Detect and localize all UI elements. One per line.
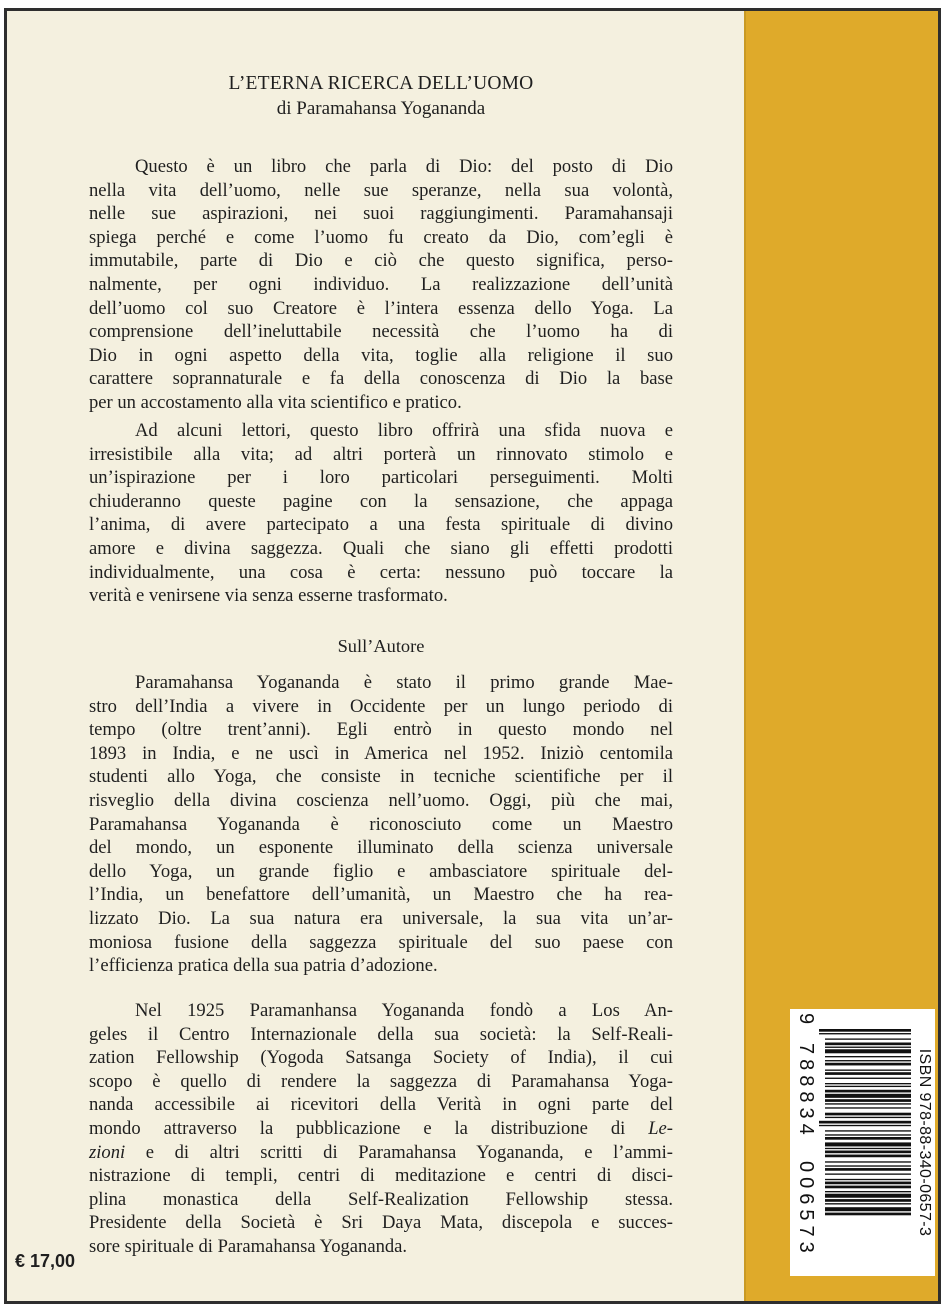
text-line: mondo attraverso la pubblicazione e la distribuzione di Le-: [89, 1117, 673, 1139]
about-paragraph-2: [89, 999, 673, 1259]
barcode-bar: [819, 1029, 911, 1032]
barcode-bar: [825, 1155, 911, 1158]
text-line: Paramahansa Yogananda è stato il primo grande Mae-: [135, 672, 673, 693]
text-line: stro dell’India a vivere in Occidente per un lungo periodo di: [89, 695, 673, 717]
text-line: comprensione dell’ineluttabile necessità che l’uomo ha di: [89, 321, 673, 343]
text-line: un’ispirazione per i loro particolari perseguimenti. Molti: [89, 467, 673, 489]
barcode-bar: [825, 1134, 911, 1135]
barcode-bar: [825, 1207, 911, 1211]
barcode-bar: [825, 1078, 911, 1079]
text-line: nistrazione di templi, centri di meditazione e centri di disci-: [89, 1165, 673, 1187]
barcode-bar: [825, 1179, 911, 1180]
barcode-bar: [825, 1148, 911, 1149]
italic-word: Le-: [648, 1117, 673, 1139]
text-line: del mondo, un esponente illuminato della scienza universale: [89, 837, 673, 859]
barcode-bar: [825, 1191, 911, 1192]
text-line: Paramahansa Yogananda è riconosciuto come un Maestro: [89, 813, 673, 835]
barcode-bar: [825, 1203, 911, 1204]
text-line: geles il Centro Internazionale della sua società: la Self-Reali-: [89, 1023, 673, 1045]
barcode-bar: [825, 1173, 911, 1174]
about-paragraph-1: [89, 671, 673, 978]
text-line: l’efficienza pratica della sua patria d’adozione.: [89, 955, 438, 977]
barcode-bar: [825, 1107, 911, 1108]
text-line: carattere soprannaturale e fa della conoscenza di Dio la base: [89, 368, 673, 390]
text-line: Ad alcuni lettori, questo libro offrirà una sfida nuova e: [135, 420, 673, 441]
italic-word: zioni: [89, 1141, 126, 1163]
barcode-bar: [825, 1113, 911, 1116]
barcode-bar: [825, 1094, 911, 1098]
text-line: nelle sue aspirazioni, nei suoi raggiungimenti. Paramahansaji: [89, 203, 673, 225]
text-line: irresistibile alla vita; ad altri porterà un rinnovato stimolo e: [89, 443, 673, 465]
intro-paragraph-1: [89, 155, 673, 415]
barcode-bar: [825, 1063, 911, 1066]
text-line: studenti allo Yoga, che consiste in tecniche scientifiche per il: [89, 766, 673, 788]
text-line: nella vita dell’uomo, nelle sue speranze, nella sua volontà,: [89, 179, 673, 201]
barcode-bar: [825, 1117, 911, 1118]
text-line: chiuderanno queste pagine con la sensazione, che appaga: [89, 490, 673, 512]
barcode-bar: [825, 1099, 911, 1102]
text-line: lizzato Dio. La sua natura era universale, la sua vita un’ar-: [89, 907, 673, 929]
text-line: Dio in ogni aspetto della vita, toglie alla religione il suo: [89, 344, 673, 366]
barcode-bar: [825, 1047, 911, 1048]
text-line: moniosa fusione della saggezza spirituale del suo paese con: [89, 931, 673, 953]
text-line: dell’uomo col suo Creatore è l’intera essenza dello Yoga. La: [89, 297, 673, 319]
text-line: l’India, un benefattore dell’umanità, un Maestro che ha rea-: [89, 884, 673, 906]
barcode-group-1: 788834: [795, 1043, 817, 1140]
barcode-bar: [825, 1056, 911, 1057]
text-line: scopo è quello di rendere la saggezza di Paramahansa Yoga-: [89, 1070, 673, 1092]
text-line: nalmente, per ogni individuo. La realizzazione dell’unità: [89, 273, 673, 295]
barcode-bar: [825, 1186, 911, 1189]
barcode-bar: [825, 1137, 911, 1140]
barcode-bar: [825, 1103, 911, 1104]
barcode-bar: [825, 1194, 911, 1198]
text-line: sore spirituale di Paramahansa Yogananda.: [89, 1235, 408, 1257]
barcode-bar: [825, 1070, 911, 1071]
barcode-bar: [825, 1213, 911, 1216]
text-line: risveglio della divina coscienza nell’uomo. Oggi, più che mai,: [89, 789, 673, 811]
text-line: tempo (oltre trent’anni). Egli entrò in questo mondo nel: [89, 719, 673, 741]
intro-paragraph-2: [89, 419, 673, 608]
barcode-group-2: 006573: [795, 1161, 817, 1258]
text-line: Presidente della Società è Sri Daya Mata, discepola e succes-: [89, 1212, 673, 1234]
barcode-bar: [825, 1182, 911, 1185]
barcode-bar: [825, 1142, 911, 1146]
text-line: 1893 in India, e ne uscì in America nel 1952. Iniziò centomila: [89, 742, 673, 764]
barcode-bar: [825, 1049, 911, 1053]
barcode-bar: [825, 1072, 911, 1075]
text-line: zation Fellowship (Yogoda Satsanga Society of India), il cui: [89, 1047, 673, 1069]
text-line: individualmente, una cosa è certa: nessuno può toccare la: [89, 561, 673, 583]
text-line: Nel 1925 Paramanhansa Yogananda fondò a Los An-: [135, 1000, 673, 1021]
barcode-bar: [825, 1086, 911, 1087]
barcode-rotated: [790, 1009, 935, 1276]
barcode-bar: [825, 1130, 911, 1131]
barcode-bar: [825, 1161, 911, 1162]
text-line: dello Yoga, un grande figlio e ambasciatore spirituale del-: [89, 860, 673, 882]
barcode-label: [790, 1009, 935, 1276]
back-cover: [4, 8, 941, 1304]
text-line: Questo è un libro che parla di Dio: del posto di Dio: [135, 156, 673, 177]
barcode-bar: [825, 1165, 911, 1166]
book-title: L’ETERNA RICERCA DELL’UOMO: [228, 73, 534, 94]
barcode-bar: [825, 1083, 911, 1084]
barcode-bar: [825, 1151, 911, 1154]
barcode-lead-digit: 9: [795, 1013, 817, 1025]
text-line: verità e venirsene via senza esserne trasformato.: [89, 585, 448, 607]
text-line: amore e divina saggezza. Quali che siano gli effetti prodotti: [89, 537, 673, 559]
text-line: per un accostamento alla vita scientifico e pratico.: [89, 391, 462, 413]
barcode-bar: [825, 1168, 911, 1171]
author-line: di Paramahansa Yogananda: [276, 98, 486, 119]
price-label: € 17,00: [15, 1251, 76, 1271]
barcode-bar: [819, 1121, 911, 1124]
barcode-bars: [819, 1029, 911, 1261]
barcode-bar: [825, 1043, 911, 1046]
barcode-bar: [825, 1038, 911, 1039]
section-heading-about-author: Sull’Autore: [337, 636, 425, 656]
barcode-bar: [819, 1125, 911, 1126]
text-line: l’anima, di avere partecipato a una festa spirituale di divino: [89, 514, 673, 536]
barcode-bar: [825, 1199, 911, 1202]
text-line: plina monastica della Self-Realization Fellowship stessa.: [89, 1188, 673, 1210]
text-line: zioni e di altri scritti di Paramahansa Yogananda, e l’ammi-: [89, 1141, 673, 1163]
text-line: immutabile, parte di Dio e ciò che questo significa, perso-: [89, 250, 673, 272]
text-line: spiega perché e come l’uomo fu creato da Dio, com’egli è: [89, 226, 673, 248]
barcode-bar: [825, 1090, 911, 1093]
barcode-bar: [825, 1060, 911, 1061]
isbn-text: ISBN 978-88-340-0657-3: [916, 1048, 933, 1237]
text-line: nanda accessibile ai ricevitori della Verità in ogni parte del: [89, 1094, 673, 1116]
barcode-bar: [819, 1033, 911, 1034]
